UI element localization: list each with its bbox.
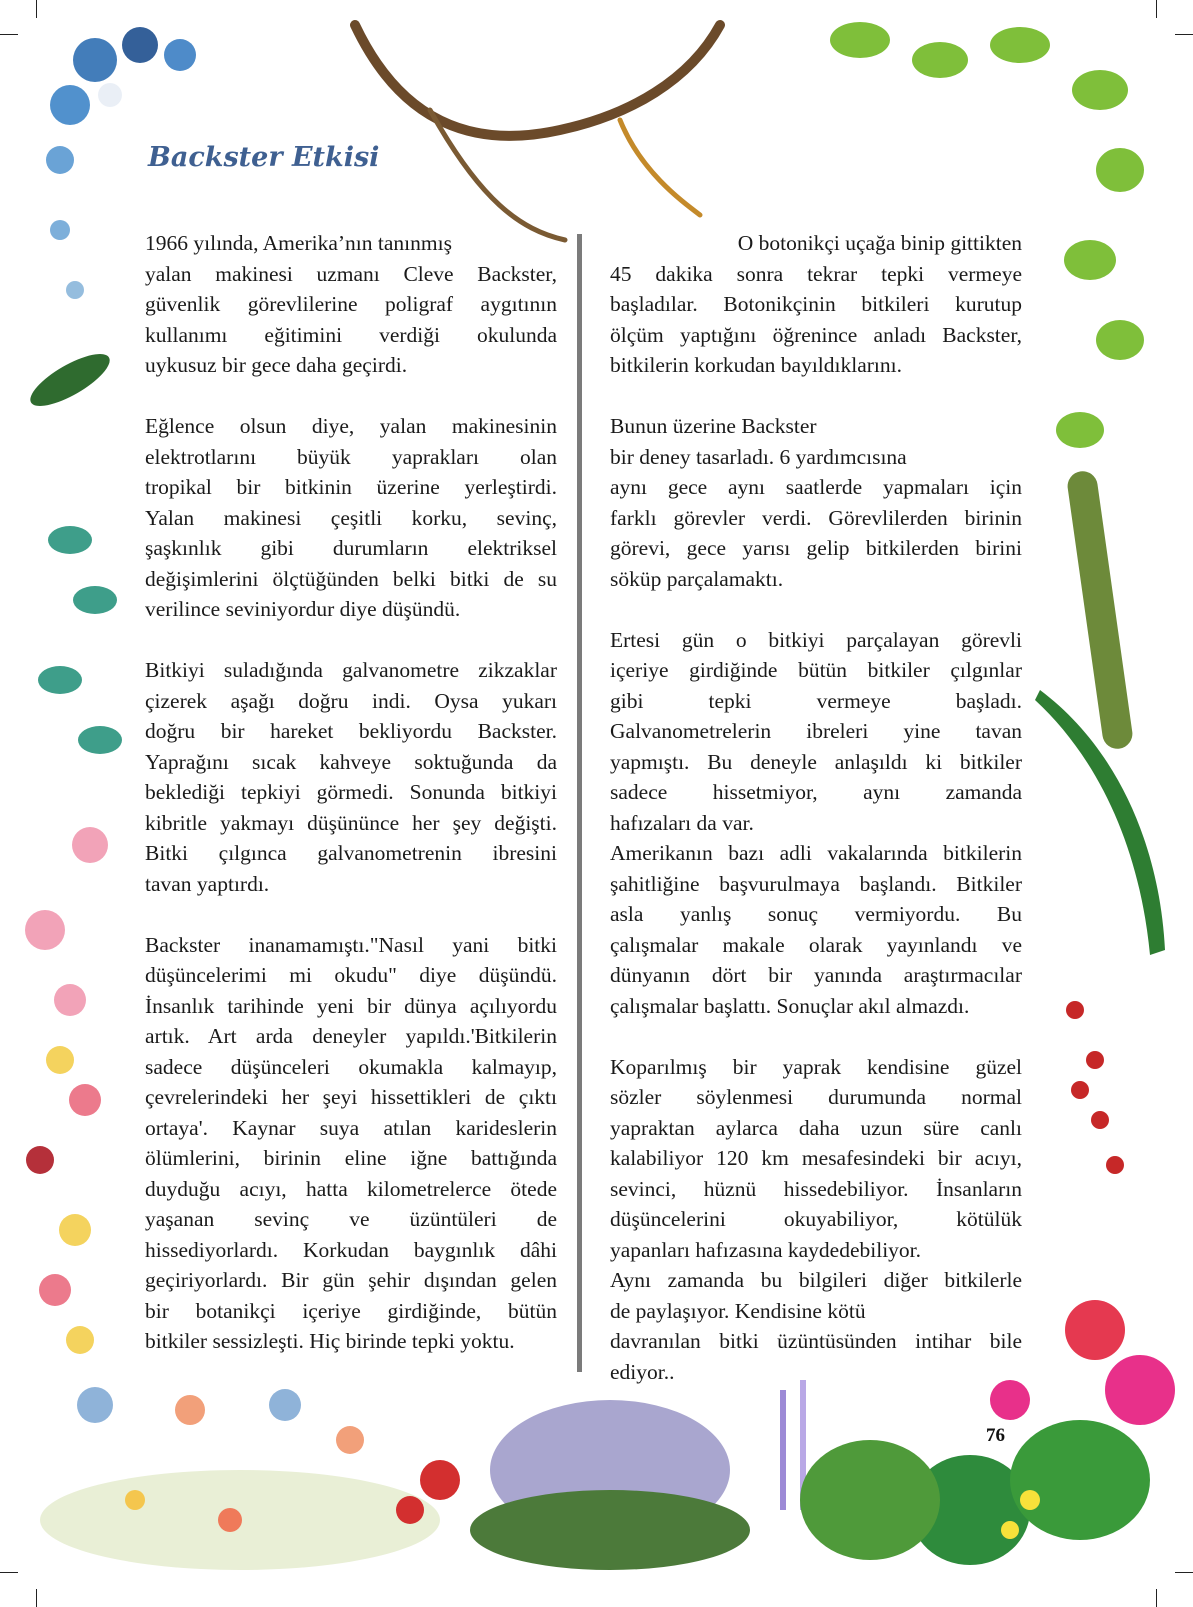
- text-line: Bitki çılgınca galvanometrenin ibresini: [145, 841, 557, 865]
- left-leaf-vines: [38, 526, 122, 754]
- text-line: Bitkiyi suladığında galvanometre zikzaklar: [145, 658, 557, 682]
- text-line: Eğlence olsun diye, yalan makinesinin: [145, 414, 557, 438]
- text-line: sevinci, hüznü hissedebiliyor. İnsanların: [610, 1176, 1022, 1201]
- text-line: verilince seviniyordur diye düşündü.: [145, 597, 461, 621]
- text-line: bitkilerin korkudan bayıldıklarını.: [610, 353, 902, 377]
- hanging-vine: [355, 25, 720, 240]
- text-line: geçiriyorlardı. Bir gün şehir dışından gelen: [145, 1268, 557, 1292]
- text-line: İnsanlık tarihinde yeni bir dünya açılıyordu: [145, 993, 557, 1018]
- text-line: duyduğu acıyı, hatta kilometrelerce ötede: [145, 1176, 557, 1201]
- text-line: kalabiliyor 120 km mesafesindeki bir acıyı,: [610, 1146, 1022, 1170]
- text-line: kullanımı eğitimini verdiği okulunda: [145, 322, 557, 347]
- text-line: de paylaşıyor. Kendisine kötü: [610, 1298, 866, 1323]
- text-line: şahitliğine başvurulmaya başlandı. Bitkiler: [610, 871, 1022, 896]
- fern-right: [1035, 690, 1165, 955]
- text-line: bir botanikçi içeriye girdiğinde, bütün: [145, 1298, 557, 1323]
- text-line: görevi, gece yarısı gelip bitkilerden birini: [610, 536, 1022, 560]
- text-line: beklediği tepkiyi görmedi. Sonunda bitkiyi: [145, 780, 557, 804]
- text-line: tropikal bir bitkinin üzerine yerleştirdi.: [145, 475, 557, 499]
- text-line: 1966 yılında, Amerika’nın tanınmış: [145, 231, 452, 255]
- text-line: artık. Art arda deneyler yapıldı.'Bitkilerin: [145, 1024, 557, 1048]
- right-column: [610, 228, 1022, 1387]
- text-line: kibritle yakmayı düşününce her şey değişti.: [145, 810, 557, 835]
- paragraph: [145, 655, 557, 899]
- paragraph: [610, 838, 1022, 1021]
- text-line: farklı görevler verdi. Görevlilerden birinin: [610, 505, 1022, 530]
- text-line: Aynı zamanda bu bilgileri diğer bitkilerle: [610, 1268, 1022, 1292]
- text-line: Ertesi gün o bitkiyi parçalayan görevli: [610, 627, 1022, 652]
- text-line: O botonikçi uçağa binip gittikten: [737, 231, 1022, 255]
- text-line: değişimlerini ölçtüğünden belki bitki de su: [145, 566, 557, 591]
- text-line: yalan makinesi uzmanı Cleve Backster,: [145, 261, 557, 286]
- page-number: 76: [986, 1425, 1005, 1446]
- text-line: hissediyorlardı. Korkudan baygınlık dâhi: [145, 1237, 557, 1262]
- column-divider: [577, 234, 582, 1372]
- text-line: çizerek aşağı doğru indi. Oysa yukarı: [145, 688, 557, 713]
- paragraph: [610, 1052, 1022, 1266]
- text-line: çevrelerindeki her şeyi hissettikleri de çıktı: [145, 1085, 557, 1109]
- article-title: Backster Etkisi: [148, 142, 380, 173]
- text-line: ölümlerini, birinin eline iğne battığında: [145, 1146, 557, 1170]
- text-line: tavan yaptırdı.: [145, 871, 270, 896]
- text-line: ortaya'. Kaynar suya atılan karideslerin: [145, 1115, 557, 1140]
- palm-leaves-left: [24, 345, 117, 416]
- text-line: asla yanlış sonuç vermiyordu. Bu: [610, 902, 1022, 926]
- text-line: sözler söylenmesi durumunda normal: [610, 1085, 1022, 1109]
- paragraph: [610, 1265, 1022, 1387]
- text-line: 45 dakika sonra tekrar tepki vermeye: [610, 261, 1022, 286]
- text-line: sadece düşünceleri okumakla kalmayıp,: [145, 1054, 557, 1079]
- text-line: yaşanan sevinç ve üzüntüleri de: [145, 1207, 557, 1231]
- left-column: [145, 228, 557, 1357]
- text-line: Koparılmış bir yaprak kendisine güzel: [610, 1054, 1022, 1079]
- text-line: Backster inanamamıştı."Nasıl yani bitki: [145, 932, 557, 957]
- text-line: düşüncelerini okuyabiliyor, kötülük: [610, 1207, 1022, 1231]
- text-line: düşüncelerimi mi okudu" diye düşündü.: [145, 963, 557, 987]
- wildflowers-bottom: [40, 1380, 1040, 1570]
- text-line: güvenlik görevlilerine poligraf aygıtının: [145, 292, 557, 316]
- paragraph: [145, 228, 557, 381]
- paragraph: [145, 411, 557, 625]
- text-line: yapanları hafızasına kaydedebiliyor.: [610, 1237, 922, 1262]
- paragraph: [610, 411, 1022, 594]
- paragraph: [610, 228, 1022, 381]
- text-line: başladılar. Botonikçinin bitkileri kurutup: [610, 292, 1022, 316]
- paragraph: [610, 625, 1022, 839]
- text-line: şaşkınlık gibi durumların elektriksel: [145, 536, 557, 560]
- text-line: Yalan makinesi çeşitli korku, sevinç,: [145, 505, 557, 530]
- text-line: söküp parçalamaktı.: [610, 566, 784, 591]
- text-line: elektrotlarını büyük yaprakları olan: [145, 444, 557, 469]
- text-line: Galvanometrelerin ibreleri yine tavan: [610, 719, 1022, 743]
- text-line: ediyor..: [610, 1359, 675, 1384]
- text-line: gibi tepki vermeye başladı.: [610, 688, 1022, 713]
- text-line: içeriye girdiğinde bütün bitkiler çılgınlar: [610, 658, 1022, 682]
- red-berries-right: [1066, 1001, 1124, 1174]
- text-line: çalışmalar başlattı. Sonuçlar akıl almazdı.: [610, 993, 970, 1018]
- text-line: ölçüm yaptığını öğrenince anladı Backster,: [610, 322, 1022, 347]
- text-line: Yaprağını sıcak kahveye soktuğunda da: [145, 749, 557, 774]
- text-line: çalışmalar makale olarak yayınlandı ve: [610, 932, 1022, 957]
- text-line: yapmıştı. Bu deneyle anlaşıldı ki bitkiler: [610, 749, 1022, 774]
- text-line: bir deney tasarladı. 6 yardımcısına: [610, 444, 907, 469]
- text-line: doğru bir hareket bekliyordu Backster.: [145, 719, 557, 743]
- text-line: dünyanın dört bir yanında araştırmacılar: [610, 963, 1022, 987]
- text-line: davranılan bitki üzüntüsünden intihar bile: [610, 1329, 1022, 1353]
- text-line: sadece hissetmiyor, aynı zamanda: [610, 780, 1022, 804]
- text-line: hafızaları da var.: [610, 810, 754, 835]
- paragraph: [145, 930, 557, 1357]
- text-line: bitkiler sessizleşti. Hiç birinde tepki yoktu.: [145, 1329, 515, 1353]
- text-line: aynı gece aynı saatlerde yapmaları için: [610, 475, 1022, 499]
- text-line: yapraktan aylarca daha uzun süre canlı: [610, 1115, 1022, 1140]
- text-line: Amerikanın bazı adli vakalarında bitkilerin: [610, 841, 1022, 865]
- text-line: uykusuz bir gece daha geçirdi.: [145, 353, 408, 377]
- moss-garland: [1066, 469, 1135, 750]
- text-line: Bunun üzerine Backster: [610, 414, 817, 438]
- pink-blossoms-left: [25, 827, 108, 1354]
